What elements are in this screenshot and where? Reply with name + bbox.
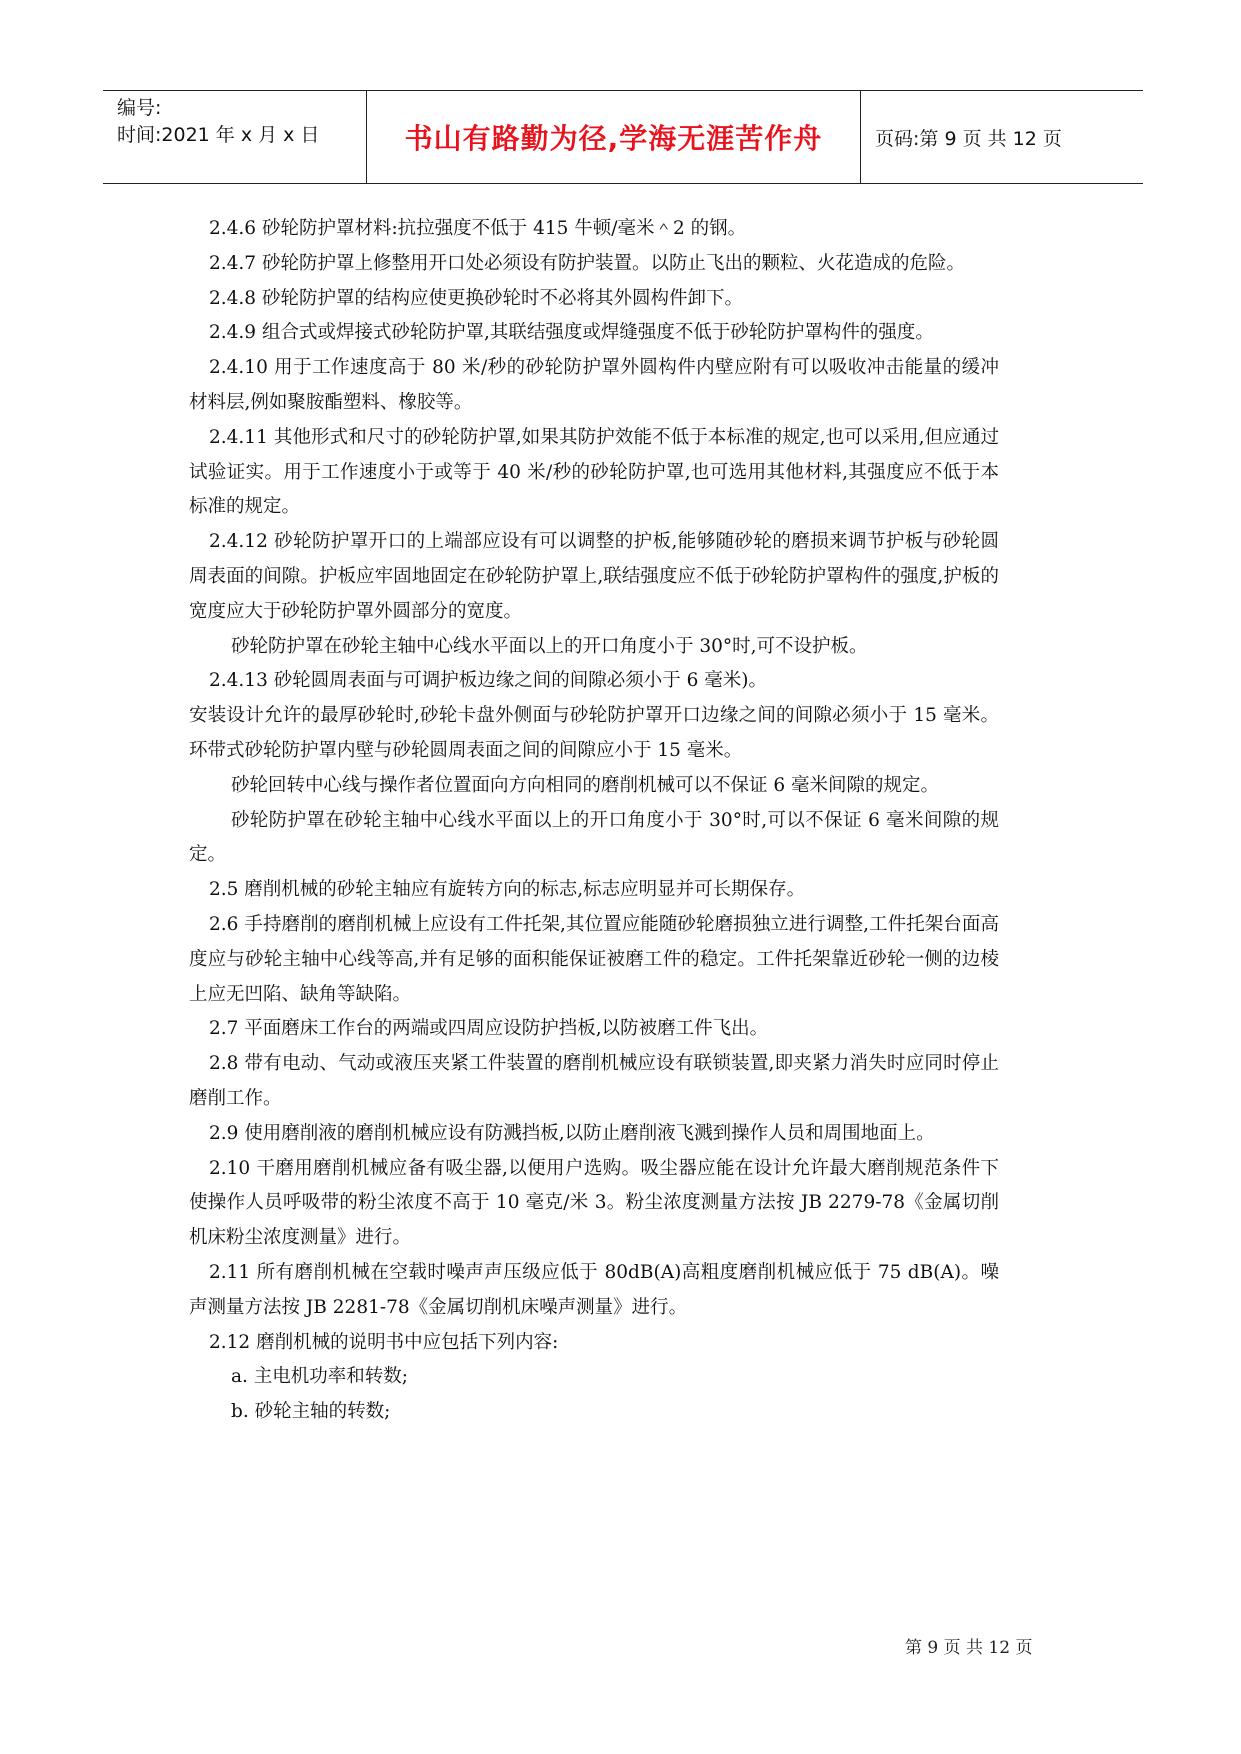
page-header: [103, 90, 1143, 184]
document-time-label: 时间:2021 年 x 月 x 日: [117, 124, 320, 146]
paragraph-thick-wheel: 安装设计允许的最厚砂轮时,砂轮卡盘外侧面与砂轮防护罩开口边缘之间的间隙必须小于 15 毫米。环带式砂轮防护罩内壁与砂轮圆周表面之间的间隙应小于 15 毫米。: [189, 705, 999, 761]
paragraph-2-7: 2.7 平面磨床工作台的两端或四周应设防护挡板,以防被磨工件飞出。: [209, 1018, 769, 1040]
paragraph-2-4-10: 2.4.10 用于工作速度高于 80 米/秒的砂轮防护罩外圆构件内壁应附有可以吸收冲击能量的缓冲材料层,例如聚胺酯塑料、橡胶等。: [189, 357, 999, 413]
list-item-b: b. 砂轮主轴的转数;: [231, 1401, 391, 1423]
header-motto: 书山有路勤为径,学海无涯苦作舟: [404, 122, 823, 155]
document-body: [189, 212, 999, 1430]
paragraph-2-4-11: 2.4.11 其他形式和尺寸的砂轮防护罩,如果其防护效能不低于本标准的规定,也可以采用,但应通过试验证实。用于工作速度小于或等于 40 米/秒的砂轮防护罩,也可选用其他材料,其强度应不低于本标准的规定。: [189, 426, 999, 518]
document-number-label: 编号:: [117, 97, 162, 119]
header-page-code: 页码:第 9 页 共 12 页: [875, 127, 1062, 150]
paragraph-2-9: 2.9 使用磨削液的磨削机械应设有防溅挡板,以防止磨削液飞溅到操作人员和周围地面上。: [209, 1122, 935, 1144]
header-page-cell: [861, 91, 1143, 183]
header-left-cell: [103, 91, 367, 183]
paragraph-guard-note: 砂轮防护罩在砂轮主轴中心线水平面以上的开口角度小于 30°时,可不设护板。: [231, 635, 868, 657]
paragraph-2-4-6: 2.4.6 砂轮防护罩材料:抗拉强度不低于 415 牛顿/毫米＾2 的钢。: [209, 218, 747, 239]
paragraph-2-4-8: 2.4.8 砂轮防护罩的结构应使更换砂轮时不必将其外圆构件卸下。: [209, 287, 743, 309]
paragraph-2-8: 2.8 带有电动、气动或液压夹紧工件装置的磨削机械应设有联锁装置,即夹紧力消失时应同时停止磨削工作。: [189, 1053, 999, 1109]
paragraph-2-4-13: 2.4.13 砂轮圆周表面与可调护板边缘之间的间隙必须小于 6 毫米)。: [209, 670, 767, 692]
paragraph-2-4-7: 2.4.7 砂轮防护罩上修整用开口处必须设有防护装置。以防止飞出的颗粒、火花造成的危险。: [209, 252, 965, 274]
paragraph-2-12: 2.12 磨削机械的说明书中应包括下列内容:: [209, 1331, 559, 1353]
paragraph-2-4-12: 2.4.12 砂轮防护罩开口的上端部应设有可以调整的护板,能够随砂轮的磨损来调节护板与砂轮圆周表面的间隙。护板应牢固地固定在砂轮防护罩上,联结强度应不低于砂轮防护罩构件的强度,护板的宽度应大于砂轮防护罩外圆部分的宽度。: [189, 531, 999, 622]
paragraph-2-4-9: 2.4.9 组合式或焊接式砂轮防护罩,其联结强度或焊缝强度不低于砂轮防护罩构件的强度。: [209, 322, 934, 344]
page-footer: 第 9 页 共 12 页: [905, 1638, 1033, 1658]
list-item-a: a. 主电机功率和转数;: [231, 1366, 409, 1388]
paragraph-2-10: 2.10 干磨用磨削机械应备有吸尘器,以便用户选购。吸尘器应能在设计允许最大磨削规范条件下使操作人员呼吸带的粉尘浓度不高于 10 毫克/米 3。粉尘浓度测量方法按 JB 2279-78《金属切削机床粉尘浓度测量》进行。: [189, 1157, 999, 1249]
paragraph-2-6: 2.6 手持磨削的磨削机械上应设有工件托架,其位置应能随砂轮磨损独立进行调整,工件托架台面高度应与砂轮主轴中心线等高,并有足够的面积能保证被磨工件的稳定。工件托架靠近砂轮一侧的边棱上应无凹陷、缺角等缺陷。: [189, 913, 999, 1005]
paragraph-rotation-note: 砂轮回转中心线与操作者位置面向方向相同的磨削机械可以不保证 6 毫米间隙的规定。: [231, 774, 940, 796]
paragraph-opening-angle-note: 砂轮防护罩在砂轮主轴中心线水平面以上的开口角度小于 30°时,可以不保证 6 毫米间隙的规定。: [189, 809, 999, 866]
header-motto-cell: [367, 91, 861, 183]
paragraph-2-5: 2.5 磨削机械的砂轮主轴应有旋转方向的标志,标志应明显并可长期保存。: [209, 879, 806, 901]
paragraph-2-11: 2.11 所有磨削机械在空载时噪声声压级应低于 80dB(A)高粗度磨削机械应低于 75 dB(A)。噪声测量方法按 JB 2281-78《金属切削机床噪声测量》进行。: [189, 1261, 999, 1318]
